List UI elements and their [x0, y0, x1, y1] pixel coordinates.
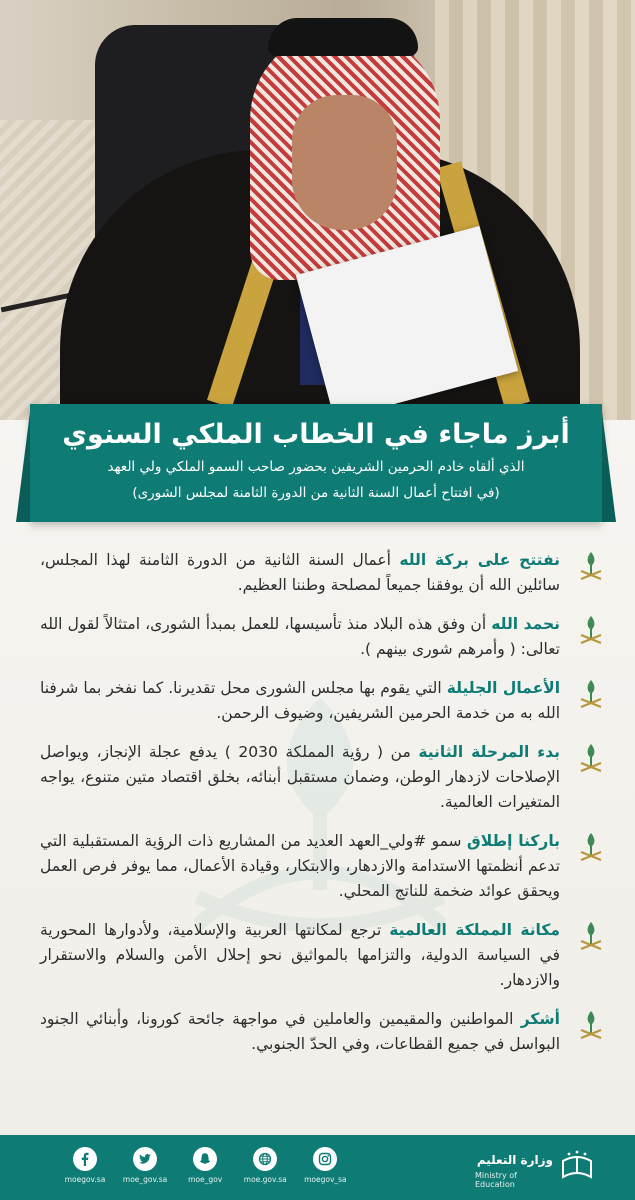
item-text: ترجع لمكانتها العربية والإسلامية، ولأدوارها المحورية في السياسة الدولية، والتزامها بالمواثيق نحو إحلال الأمن والسلام والاستقرار والازدهار.	[40, 921, 560, 989]
saudi-emblem-icon	[576, 550, 606, 582]
saudi-emblem-icon	[576, 920, 606, 952]
list-item	[40, 612, 610, 662]
item-lead: نحمد الله	[491, 615, 560, 633]
instagram-icon	[318, 1152, 332, 1166]
social-link-facebook[interactable]	[62, 1147, 108, 1184]
saudi-emblem-icon	[576, 831, 606, 863]
item-text: المواطنين والمقيمين والعاملين في مواجهة جائحة كورونا، وأبنائي الجنود البواسل في جميع القطاعات، وفي الحدّ الجنوبي.	[40, 1010, 560, 1053]
logo-arabic-text: وزارة التعليم	[476, 1153, 553, 1167]
social-label: moegov_sa	[304, 1175, 347, 1184]
item-text: من ( رؤية المملكة 2030 ) يدفع عجلة الإنجاز، ويواصل الإصلاحات لازدهار الوطن، وضمان مستقبل أبنائه، بخلق اقتصاد متين متنوع، يواجه المتغيرات العالمية.	[40, 743, 560, 811]
social-links	[62, 1147, 357, 1184]
item-lead: باركنا إطلاق	[466, 832, 560, 850]
web-icon	[258, 1152, 272, 1166]
ministry-logo	[475, 1147, 595, 1191]
social-link-twitter[interactable]	[122, 1147, 168, 1184]
list-item	[40, 548, 610, 598]
footer-bar	[0, 1135, 635, 1200]
social-label: moe.gov.sa	[243, 1175, 287, 1184]
social-label: moe_gov.sa	[122, 1175, 168, 1184]
page-title: أبرز ماجاء في الخطاب الملكي السنوي	[62, 419, 570, 450]
social-link-snapchat[interactable]	[182, 1147, 228, 1184]
item-text: سمو #ولي_العهد العديد من المشاريع ذات الرؤية المستقبلية التي تدعم أنظمتها الاستدامة والازدهار، والابتكار، وقيادة الأعمال، مما يوفر فرص العمل ويحقق عوائد ضخمة للناتج المحلي.	[40, 832, 560, 900]
saudi-emblem-icon	[576, 1009, 606, 1041]
list-item	[40, 676, 610, 726]
highlights-list	[40, 548, 610, 1071]
page-subtitle: الذي ألقاه خادم الحرمين الشريفين بحضور صاحب السمو الملكي ولي العهد	[107, 459, 525, 475]
item-text: التي يقوم بها مجلس الشورى محل تقديرنا. كما نفخر بما شرفنا الله به من خدمة الحرمين الشريفين، وضيوف الرحمن.	[40, 679, 560, 722]
snapchat-icon	[198, 1152, 212, 1166]
logo-english-text: Ministry of Education	[475, 1171, 517, 1189]
social-link-instagram[interactable]	[302, 1147, 348, 1184]
social-label: moe_gov	[188, 1175, 223, 1184]
saudi-emblem-icon	[576, 678, 606, 710]
header-photo	[0, 0, 635, 420]
facebook-icon	[78, 1152, 92, 1166]
social-link-website[interactable]	[242, 1147, 288, 1184]
page-subtitle-occasion: (في افتتاح أعمال السنة الثانية من الدورة الثامنة لمجلس الشورى)	[132, 485, 500, 501]
social-label: moegov.sa	[64, 1175, 106, 1184]
item-text: أن وفق هذه البلاد منذ تأسيسها، للعمل بمبدأ الشورى، امتثالاً لقول الله تعالى: ( وأمرهم شورى بينهم ).	[40, 615, 560, 658]
saudi-emblem-icon	[576, 742, 606, 774]
saudi-emblem-icon	[576, 614, 606, 646]
ministry-of-education-logo-icon	[559, 1149, 595, 1183]
list-item	[40, 918, 610, 993]
item-lead: أشكر	[520, 1010, 560, 1028]
title-banner	[30, 404, 602, 522]
item-lead: الأعمال الجليلة	[446, 679, 561, 697]
item-text: أعمال السنة الثانية من الدورة الثامنة لهذا المجلس، سائلين الله أن يوفقنا جميعاً لمصلحة وطننا العظيم.	[40, 551, 560, 594]
list-item	[40, 829, 610, 904]
list-item	[40, 740, 610, 815]
item-lead: نفتتح على بركة الله	[399, 551, 560, 569]
item-lead: مكانة المملكة العالمية	[389, 921, 560, 939]
list-item	[40, 1007, 610, 1057]
item-lead: بدء المرحلة الثانية	[418, 743, 560, 761]
twitter-icon	[138, 1152, 152, 1166]
